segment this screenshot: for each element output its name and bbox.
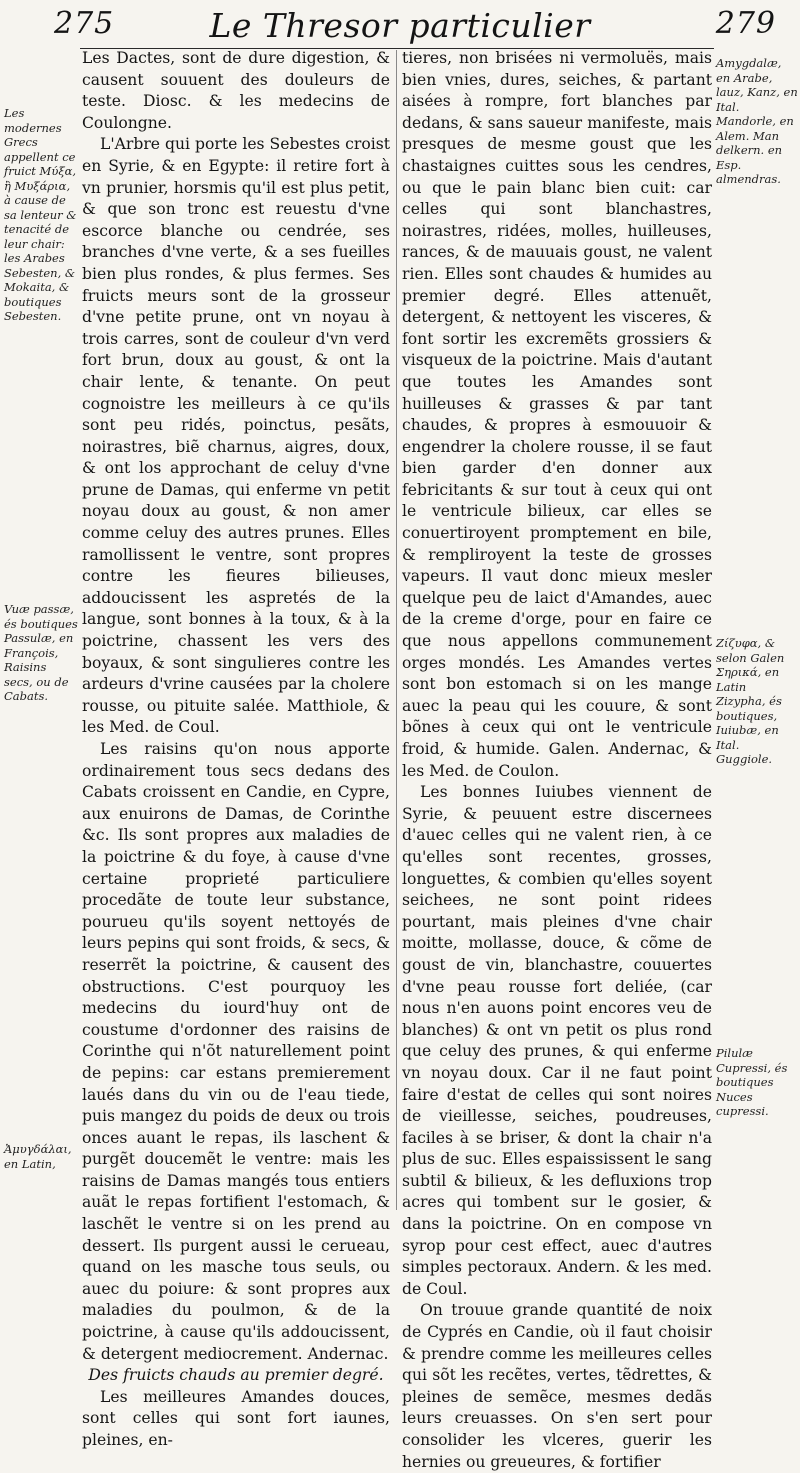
right-text-column	[402, 48, 712, 1473]
left-text-column	[82, 48, 390, 1452]
right-page-number: 279	[715, 6, 776, 41]
margin-note-raisins: Vuæ passæ, és boutiques Passulæ, en François, Raisins secs, ou de Cabats.	[4, 602, 78, 703]
paragraph-iuiubes: Les bonnes Iuiubes viennent de Syrie, & peuuent estre discernees d'auec celles qui ne valent rien, à ce qu'elles sont recentes, grosses, longuettes, & combien qu'elles soyent seichees, ne sont point ridees pourtant, mais pleines d'vne chair moitte, mollasse, douce, & cõme de goust de vin, blanchastre, couuertes d'vne peau rousse fort deliée, (car nous n'en auons point encores veu de blanches) & ont vn petit os plus rond que celuy des prunes, & qui enferme vn noyau doux. Car il ne faut point faire d'estat de celles qui sont noires de vieillesse, seiches, poudreuses, faciles à se briser, & dont la chair n'a plus de suc. Elles espaississent le sang subtil & bilieux, & les defluxions trop acres qui tombent sur le gosier, & dans la poictrine. On en compose vn syrop pour cest effect, auec d'autres simples pectoraux. Andern. & les med. de Coul.	[402, 783, 712, 1298]
margin-note-amandes: Amygdalæ, en Arabe, lauz, Kanz, en Ital. Mandorle, en Alem. Man delkern. en Esp. almendras.	[716, 56, 798, 186]
section-heading: Des fruicts chauds au premier degré.	[88, 1366, 384, 1385]
paragraph-sebestes: L'Arbre qui porte les Sebestes croist en Syrie, & en Egypte: il retire fort à vn prunier, horsmis qu'il est plus petit, & que son tronc est reuestu d'vne escorce blanche ou cendrée, ses branches d'vne verte, & a ses fueilles bien plus rondes, & plus fermes. Ses fruicts meurs sont de la grosseur d'vne petite prune, ont vn noyau à trois carres, sont de couleur d'vn verd fort brun, doux au goust, & ont la chair lente, & tenante. On peut cognoistre les meilleurs à ce qu'ils sont peu ridés, poinctus, pesãts, noirastres, biẽ charnus, aigres, doux, & ont los approchant de celuy d'vne prune de Damas, qui enferme vn petit noyau doux au goust, & non amer comme celuy des autres prunes. Elles ramollissent le ventre, sont propres contre les fieures bilieuses, addoucissent les aspretés de la langue, sont bonnes à la toux, & à la poictrine, chassent les vers des boyaux, & sont singulieres contre les ardeurs d'vrine causées par la cholere rousse, ou pituite salée. Matthiole, & les Med. de Coul.	[82, 135, 390, 737]
left-page-number: 275	[54, 6, 115, 41]
margin-note-cypres: Pilulæ Cupressi, és boutiques Nuces cupressi.	[716, 1046, 788, 1118]
margin-note-sebestes: Les modernes Grecs appellent ce fruict Μύξα, ἢ Μυξάρια, à cause de sa lenteur & tenacité de leur chair: les Arabes Sebesten, & Mokaita, & boutiques Sebesten.	[4, 106, 77, 323]
paragraph-dactes: Les Dactes, sont de dure digestion, & causent souuent des douleurs de teste. Diosc. & les medecins de Coulongne.	[82, 49, 390, 132]
page-header	[0, 4, 800, 50]
paragraph-amandes-start: Les meilleures Amandes douces, sont celles qui sont fort iaunes, pleines, en-	[82, 1387, 390, 1449]
paragraph-raisins: Les raisins qu'on nous apporte ordinairement tous secs dedans des Cabats croissent en Candie, en Cypre, aux enuirons de Damas, de Corinthe &c. Ils sont propres aux maladies de la poictrine & du foye, à cause d'vne certaine proprieté particuliere procedãte de toute leur substance, pourueu qu'ils soyent nettoyés de leurs pepins qui sont froids, & secs, & reserrẽt la poictrine, & causent des obstructions. C'est pourquoy les medecins du iourd'huy ont de coustume d'ordonner des raisins de Corinthe qui n'õt naturellement point de pepins: car estans premierement laués dans du vin ou de l'eau tiede, puis mangez du poids de deux ou trois onces auant le repas, ils laschent & purgẽt doucemẽt le ventre: mais les raisins de Damas mangés tous entiers auãt le repas fortifient l'estomach, & laschẽt le ventre si on les prend au dessert. Ils purgent aussi le cerueau, quand on les masche tous seuls, ou auec du poiure: & sont propres aux maladies du poulmon, & de la poictrine, à cause qu'ils addoucissent, & detergent mediocrement. Andernac.	[82, 740, 390, 1363]
paragraph-amandes-cont: tieres, non brisées ni vermoluës, mais bien vnies, dures, seiches, & partant aisées à rompre, fort blanches par dedans, & sans saueur manifeste, mais presques de mesme goust que les chastaignes cuittes sous les cendres, ou que le pain blanc bien cuit: car celles qui sont blanchastres, noirastres, ridées, molles, huilleuses, rances, & de mauuais goust, ne valent rien. Elles sont chaudes & humides au premier degré. Elles attenuẽt, detergent, & nettoyent les visceres, & font sortir les excremẽts grossiers & visqueux de la poictrine. Mais d'autant que toutes les Amandes sont huilleuses & grasses & par tant chaudes, & propres à esmouuoir & engendrer la cholere rousse, il se faut bien garder d'en donner aux febricitants & sur tout à ceux qui ont le ventricule bilieux, car elles se conuertiroyent promptement en bile, & rempliroyent la teste de grosses vapeurs. Il vaut donc mieux mesler quelque peu de laict d'Amandes, auec de la creme d'orge, pour en faire ce que nous appellons communement orges mondés. Les Amandes vertes sont bon estomach si on les mange auec la peau qui les couure, & sont bõnes à ceux qui ont le ventricule froid, & humide. Galen. Andernac, & les Med. de Coulon.	[402, 49, 712, 780]
column-divider	[396, 50, 397, 1210]
margin-note-iuiubes: Ζίζυφα, & selon Galen Σηρικά, en Latin Zizypha, és boutiques, Iuiubæ, en Ital. Guggiole.	[716, 636, 785, 766]
margin-note-amandes-greek: Ἀμυγδάλαι, en Latin,	[4, 1142, 72, 1171]
paragraph-noix-cypres: On trouue grande quantité de noix de Cyprés en Candie, où il faut choisir & prendre comme les meilleures celles qui sõt les recẽtes, vertes, tẽdrettes, & pleines de semẽce, mesmes dedãs leurs creuasses. On s'en sert pour consolider les vlceres, guerir les hernies ou greueures, & fortifier	[402, 1301, 712, 1471]
running-title: Le Thresor particulier	[209, 6, 591, 45]
